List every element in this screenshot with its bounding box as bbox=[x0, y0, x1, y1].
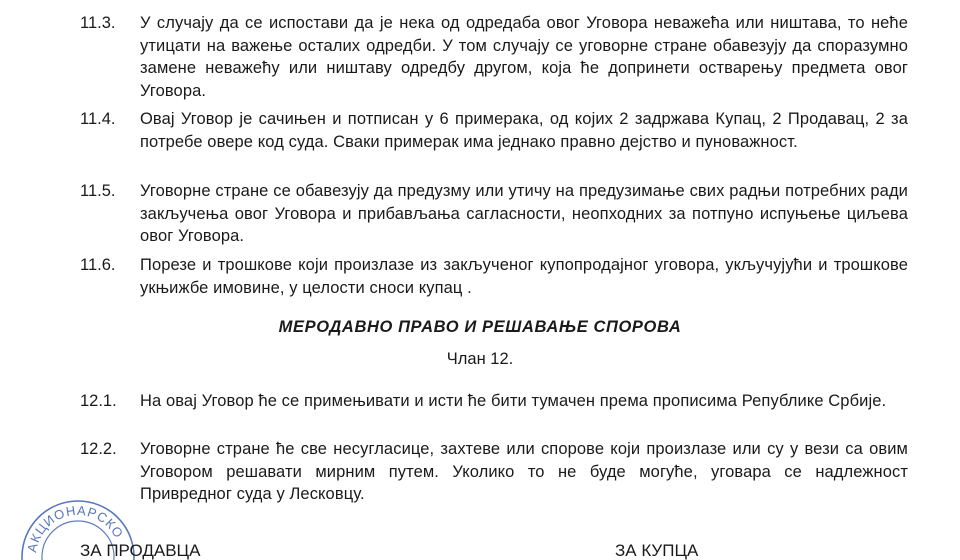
cropped-text-line bbox=[140, 0, 540, 5]
clause-text: Порезе и трошкове који произлазе из закљученог купопродајног уговора, укључујући и трошкове укњижбе имовине, у целости сноси купац . bbox=[140, 256, 908, 297]
clause-number: 12.1. bbox=[80, 392, 117, 410]
clause-text: На овај Уговор ће се примењивати и исти ће бити тумачен према прописима Републике Србије. bbox=[140, 392, 887, 410]
article-label: Члан 12. bbox=[446, 350, 514, 368]
clause-text: У случају да се испостави да је нека од одредаба овог Уговора неважећа или ништава, то неће утицати на важење осталих одредби. У том случају се уговорне стране обавезују да споразумно замене неважећу или ништаву одредбу другом, која ће допринети остварењу предмета овог Уговора. bbox=[140, 14, 908, 100]
signature-label-buyer: ЗА КУПЦА bbox=[615, 541, 699, 560]
section-heading: МЕРОДАВНО ПРАВО И РЕШАВАЊЕ СПОРОВА bbox=[278, 318, 682, 336]
clause-number: 12.2. bbox=[80, 440, 117, 458]
svg-text:АКЦИОНАРСКО: АКЦИОНАРСКО bbox=[24, 502, 127, 554]
clause-number: 11.5. bbox=[80, 182, 116, 200]
cropped-glyph-fragments bbox=[140, 0, 540, 5]
clause-number: 11.6. bbox=[80, 256, 116, 274]
clause-text: Уговорне стране се обавезују да предузму или утичу на предузимање свих радњи потребних ради закључења овог Уговора и прибављања сагласности, неопходних за потпуно испуњење циљева овог Уговора. bbox=[140, 182, 908, 245]
clause-number: 11.3. bbox=[80, 14, 116, 32]
clause-number: 11.4. bbox=[80, 110, 116, 128]
clause-text: Овај Уговор је сачињен и потписан у 6 примерака, од којих 2 задржава Купац, 2 Продавац, 2 за потребе овере код суда. Сваки примерак има једнако правно дејство и пуноважност. bbox=[140, 110, 908, 151]
clause-text: Уговорне стране ће све несугласице, захтеве или спорове који произлазе или су у вези са овим Уговором решавати мирним путем. Уколико то не буде могуће, уговара се надлежност Привредног суда у Лесковцу. bbox=[140, 440, 908, 503]
signature-label-seller: ЗА ПРОДАВЦА bbox=[80, 541, 201, 560]
